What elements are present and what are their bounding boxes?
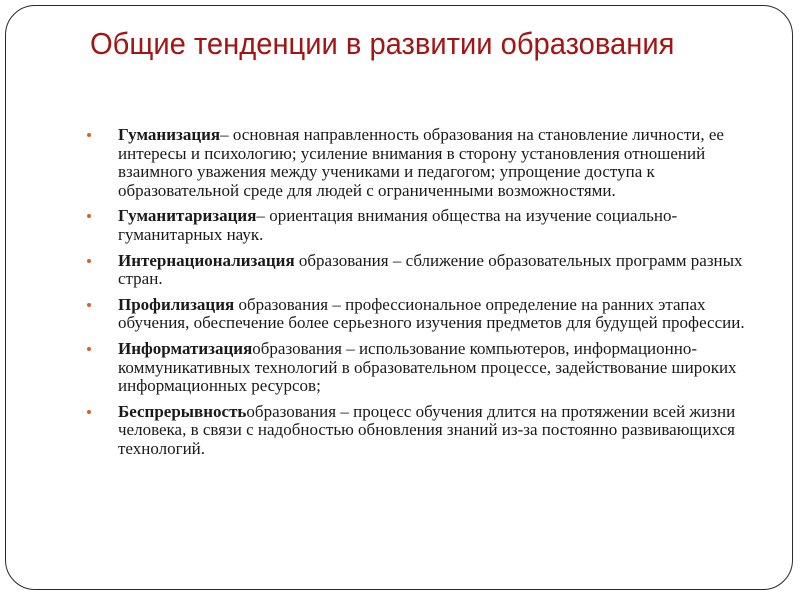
- item-term: Интернационализация: [118, 250, 295, 270]
- item-text: образования – процесс обучения длится на протяжении всей жизни человека, в связи с надобностью обновления знаний из-за постоянно развивающихся технологий.: [118, 401, 736, 458]
- bullet-list: [86, 126, 766, 466]
- bullet-icon: [87, 214, 91, 218]
- bullet-icon: [87, 133, 91, 137]
- item-term: Гуманизация: [118, 125, 221, 144]
- item-term: Беспрерывность: [118, 401, 247, 421]
- list-item: [86, 252, 766, 289]
- item-text: образования – сближение образовательных программ разных стран.: [118, 250, 743, 289]
- bullet-icon: [87, 410, 91, 414]
- bullet-icon: [87, 303, 91, 307]
- list-item: [86, 296, 766, 333]
- bullet-icon: [87, 347, 91, 351]
- list-item: [86, 340, 766, 396]
- list-item: [86, 126, 766, 200]
- item-text: образования – профессиональное определение на ранних этапах обучения, обеспечение более серьезного изучения предметов для будущей профессии.: [118, 294, 745, 333]
- item-text: – основная направленность образования на становление личности, ее интересы и психологию; усиление внимания в сторону установления отношений взаимного уважения между учениками и педагогом; упрощение доступа к образовательной среде для людей с ограниченными возможностями.: [118, 125, 724, 200]
- slide-title: Общие тенденции в развитии образования: [90, 26, 675, 61]
- item-text: образования – использование компьютеров, информационно-коммуникативных технологий в образовательном процессе, задействование широких информационных ресурсов;: [118, 338, 737, 396]
- list-item: [86, 207, 766, 244]
- item-text: – ориентация внимания общества на изучение социально-гуманитарных наук.: [118, 206, 678, 244]
- list-item: [86, 403, 766, 459]
- item-term: Профилизация: [118, 294, 235, 314]
- bullet-icon: [87, 259, 91, 263]
- item-term: Гуманитаризация: [118, 206, 257, 226]
- item-term: Информатизация: [118, 338, 253, 358]
